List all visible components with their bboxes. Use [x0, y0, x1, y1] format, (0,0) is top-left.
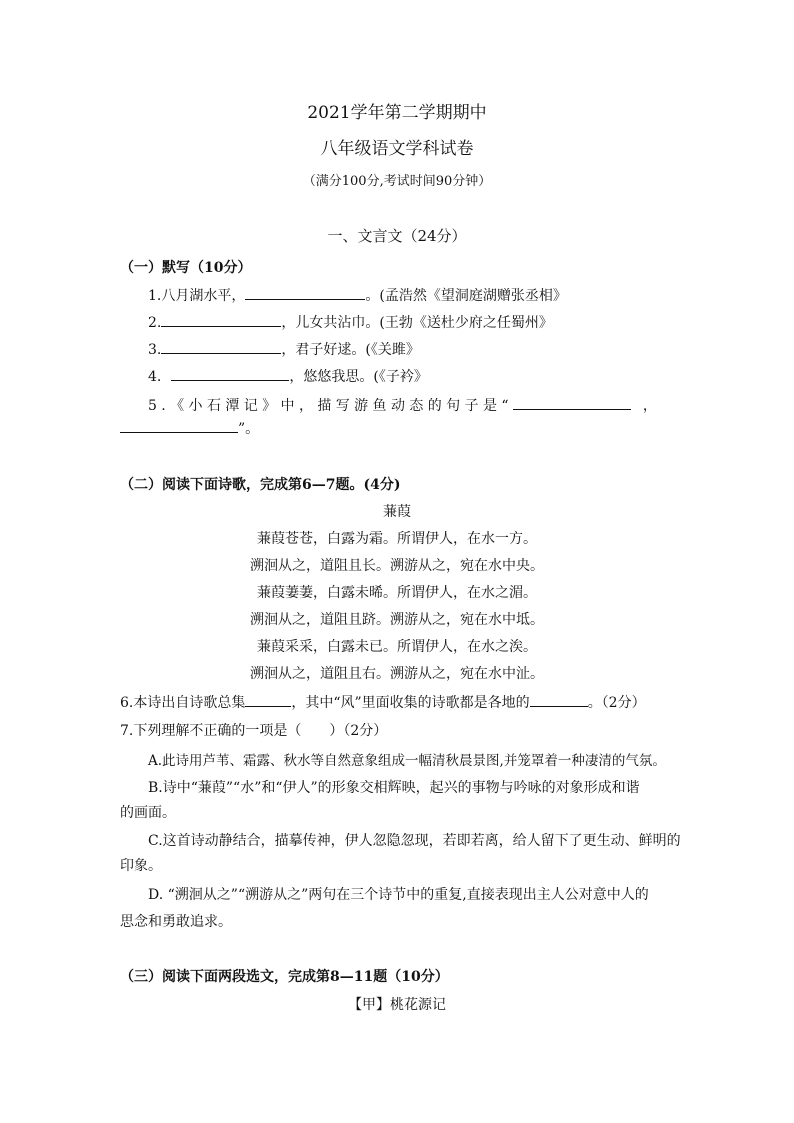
text-title: 【甲】桃花源记	[348, 997, 446, 1013]
q6-part-b: ，其中“风”里面收集的诗歌都是各地的	[291, 695, 530, 711]
poem-line: 溯洄从之，道阻且右。溯游从之，宛在水中沚。	[250, 666, 544, 682]
q6-blank-2[interactable]	[530, 692, 588, 707]
exam-subtitle: 八年级语文学科试卷	[320, 139, 474, 159]
q5-prefix: 5.《小石潭记》中，描写游鱼动态的句子是“	[148, 398, 513, 414]
question-3	[148, 339, 420, 359]
q3-blank[interactable]	[161, 339, 281, 354]
part3-heading: （三）阅读下面两段选文，完成第8—11题（10分）	[120, 969, 449, 985]
part2-heading: （二）阅读下面诗歌，完成第6—7题。(4分)	[120, 477, 401, 493]
q6-part-c: 。（2分）	[587, 695, 646, 711]
option-d-cont: 思念和勇敢追求。	[120, 914, 232, 930]
q3-suffix: ，君子好逑。(《关雎》	[281, 342, 420, 358]
option-b-cont: 的画面。	[120, 805, 176, 821]
q1-suffix: 。(孟浩然《望洞庭湖赠张丞相》	[365, 288, 567, 304]
exam-title: 2021学年第二学期期中	[307, 103, 487, 123]
q6-blank-1[interactable]	[245, 692, 291, 707]
q4-prefix: 4.	[148, 369, 162, 385]
q4-suffix: ，悠悠我思。(《子衿》	[289, 369, 428, 385]
poem-line: 蒹葭采采，白露未已。所谓伊人，在水之涘。	[257, 639, 537, 655]
q5-end: ”。	[238, 421, 260, 437]
option-a: A.此诗用芦苇、霜露、秋水等自然意象组成一幅清秋晨景图,并笼罩着一种凄清的气氛。	[148, 753, 666, 769]
option-d: D. “溯洄从之”“溯游从之”两句在三个诗节中的重复,直接表现出主人公对意中人的	[148, 887, 649, 903]
q2-blank[interactable]	[161, 312, 281, 327]
q5-mid: ，	[642, 398, 657, 414]
section-title: 一、文言文（24分）	[327, 227, 467, 245]
question-1	[148, 285, 567, 305]
exam-note: （满分100分,考试时间90分钟）	[302, 174, 492, 189]
q4-blank[interactable]	[171, 366, 289, 381]
q3-prefix: 3.	[148, 342, 162, 358]
poem-line: 蒹葭萋萋，白露未晞。所谓伊人，在水之湄。	[257, 585, 537, 601]
option-c-cont: 印象。	[120, 858, 162, 874]
question-6	[120, 692, 646, 712]
poem-title: 蒹葭	[383, 504, 411, 520]
q2-prefix: 2.	[148, 315, 162, 331]
poem-line: 溯洄从之，道阻且长。溯游从之，宛在水中央。	[250, 558, 544, 574]
question-4	[148, 366, 428, 386]
question-7: 7.下列理解不正确的一项是（ ）（2分）	[120, 723, 388, 739]
q5-blank-1[interactable]	[513, 395, 631, 410]
q1-prefix: 1.八月湖水平，	[148, 288, 246, 304]
part1-heading: （一）默写（10分）	[120, 260, 252, 276]
q5-blank-2[interactable]	[120, 418, 238, 433]
q2-suffix: ，儿女共沾巾。(王勃《送杜少府之任蜀州》	[281, 315, 553, 331]
poem-line: 蒹葭苍苍，白露为霜。所谓伊人，在水一方。	[257, 531, 537, 547]
question-5	[148, 395, 657, 415]
q1-blank[interactable]	[245, 285, 365, 300]
poem-line: 溯洄从之，道阻且跻。溯游从之，宛在水中坻。	[250, 612, 544, 628]
option-c: C.这首诗动静结合，描摹传神，伊人忽隐忽现，若即若离，给人留下了更生动、鲜明的	[148, 833, 681, 849]
question-2	[148, 312, 553, 332]
question-5-cont	[120, 418, 259, 438]
option-b: B.诗中“蒹葭”“水”和“伊人”的形象交相辉映，起兴的事物与吟咏的对象形成和谐	[148, 780, 640, 796]
q6-part-a: 6.本诗出自诗歌总集	[120, 695, 246, 711]
